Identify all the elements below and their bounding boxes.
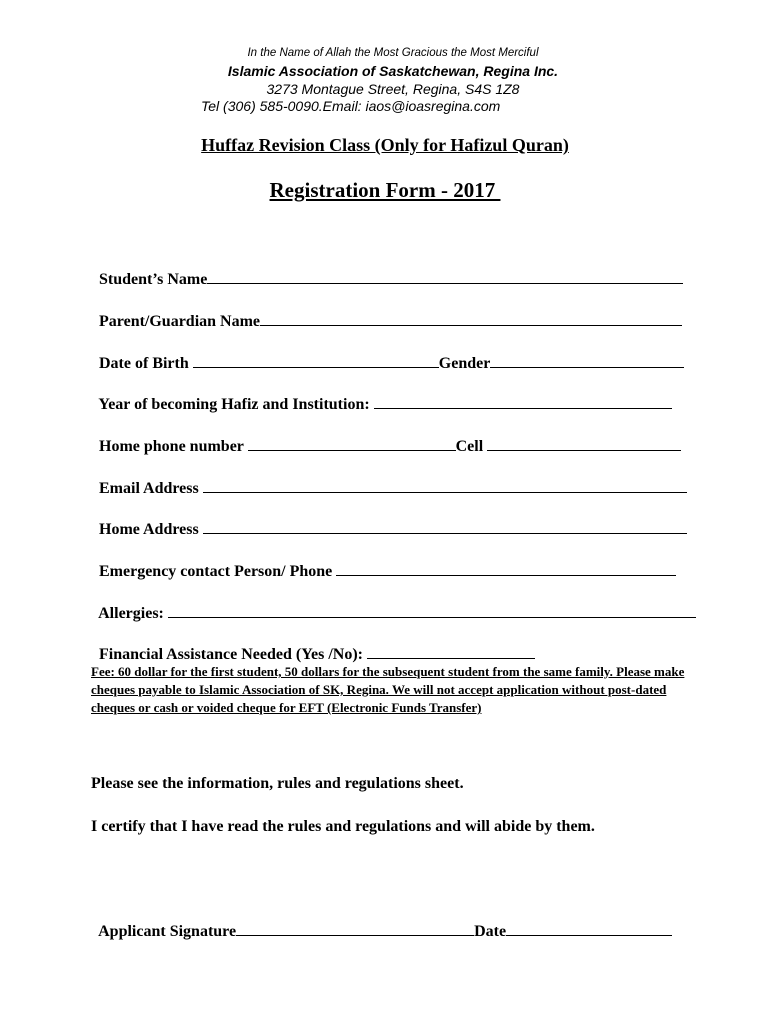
financial-row bbox=[91, 623, 535, 665]
date-label: Date bbox=[474, 923, 507, 940]
fee-note: Fee: 60 dollar for the first student, 50 dollars for the subsequent student from the same family. Please make cheques payable to Islamic Association of SK, Regina. We will not accept application without post-dated cheques or cash or voided cheque for EFT (Electronic Funds Transfer) bbox=[91, 664, 685, 715]
info-note: Please see the information, rules and regulations sheet. bbox=[91, 775, 464, 792]
emergency-row bbox=[91, 540, 676, 582]
email-blank[interactable] bbox=[203, 477, 687, 493]
date-blank[interactable] bbox=[506, 920, 672, 936]
parent-name-row bbox=[91, 290, 682, 332]
hafiz-year-label: Year of becoming Hafiz and Institution: bbox=[98, 396, 374, 413]
email-label: Email Address bbox=[99, 480, 203, 497]
gender-blank[interactable] bbox=[490, 352, 684, 368]
signature-blank[interactable] bbox=[236, 920, 474, 936]
home-address-blank[interactable] bbox=[203, 518, 687, 534]
dob-blank[interactable] bbox=[193, 352, 439, 368]
home-address-label: Home Address bbox=[99, 521, 203, 538]
financial-label: Financial Assistance Needed (Yes /No): bbox=[99, 646, 367, 663]
hafiz-year-blank[interactable] bbox=[374, 393, 672, 409]
form-title: Registration Form - 2017 bbox=[269, 178, 501, 202]
cell-label: Cell bbox=[455, 438, 488, 455]
home-address-row bbox=[91, 498, 687, 540]
signature-row bbox=[91, 900, 672, 942]
student-name-label: Student’s Name bbox=[99, 271, 208, 288]
allergies-blank[interactable] bbox=[168, 602, 696, 618]
hafiz-year-row bbox=[91, 373, 672, 415]
student-name-blank[interactable] bbox=[207, 268, 683, 284]
header-contact: Tel (306) 585-0090.Email: iaos@ioasregina.com bbox=[201, 98, 501, 114]
parent-name-label: Parent/Guardian Name bbox=[99, 313, 261, 330]
header-blessing: In the Name of Allah the Most Gracious the Most Merciful bbox=[247, 47, 539, 59]
signature-label: Applicant Signature bbox=[98, 923, 237, 940]
gender-label: Gender bbox=[438, 355, 491, 372]
dob-label: Date of Birth bbox=[99, 355, 193, 372]
emergency-blank[interactable] bbox=[336, 560, 676, 576]
dob-gender-row bbox=[91, 332, 684, 374]
cell-blank[interactable] bbox=[487, 435, 681, 451]
allergies-row bbox=[91, 582, 696, 624]
header-address: 3273 Montague Street, Regina, S4S 1Z8 bbox=[266, 81, 520, 97]
home-phone-label: Home phone number bbox=[99, 438, 248, 455]
certify-note: I certify that I have read the rules and regulations and will abide by them. bbox=[91, 818, 595, 835]
header-organization: Islamic Association of Saskatchewan, Regina Inc. bbox=[227, 63, 559, 79]
allergies-label: Allergies: bbox=[98, 605, 168, 622]
financial-blank[interactable] bbox=[367, 643, 535, 659]
parent-name-blank[interactable] bbox=[260, 310, 682, 326]
phone-row bbox=[91, 415, 681, 457]
emergency-label: Emergency contact Person/ Phone bbox=[99, 563, 337, 580]
email-row bbox=[91, 457, 687, 499]
class-title: Huffaz Revision Class (Only for Hafizul Quran) bbox=[201, 135, 569, 155]
home-phone-blank[interactable] bbox=[248, 435, 456, 451]
student-name-row bbox=[91, 248, 683, 290]
